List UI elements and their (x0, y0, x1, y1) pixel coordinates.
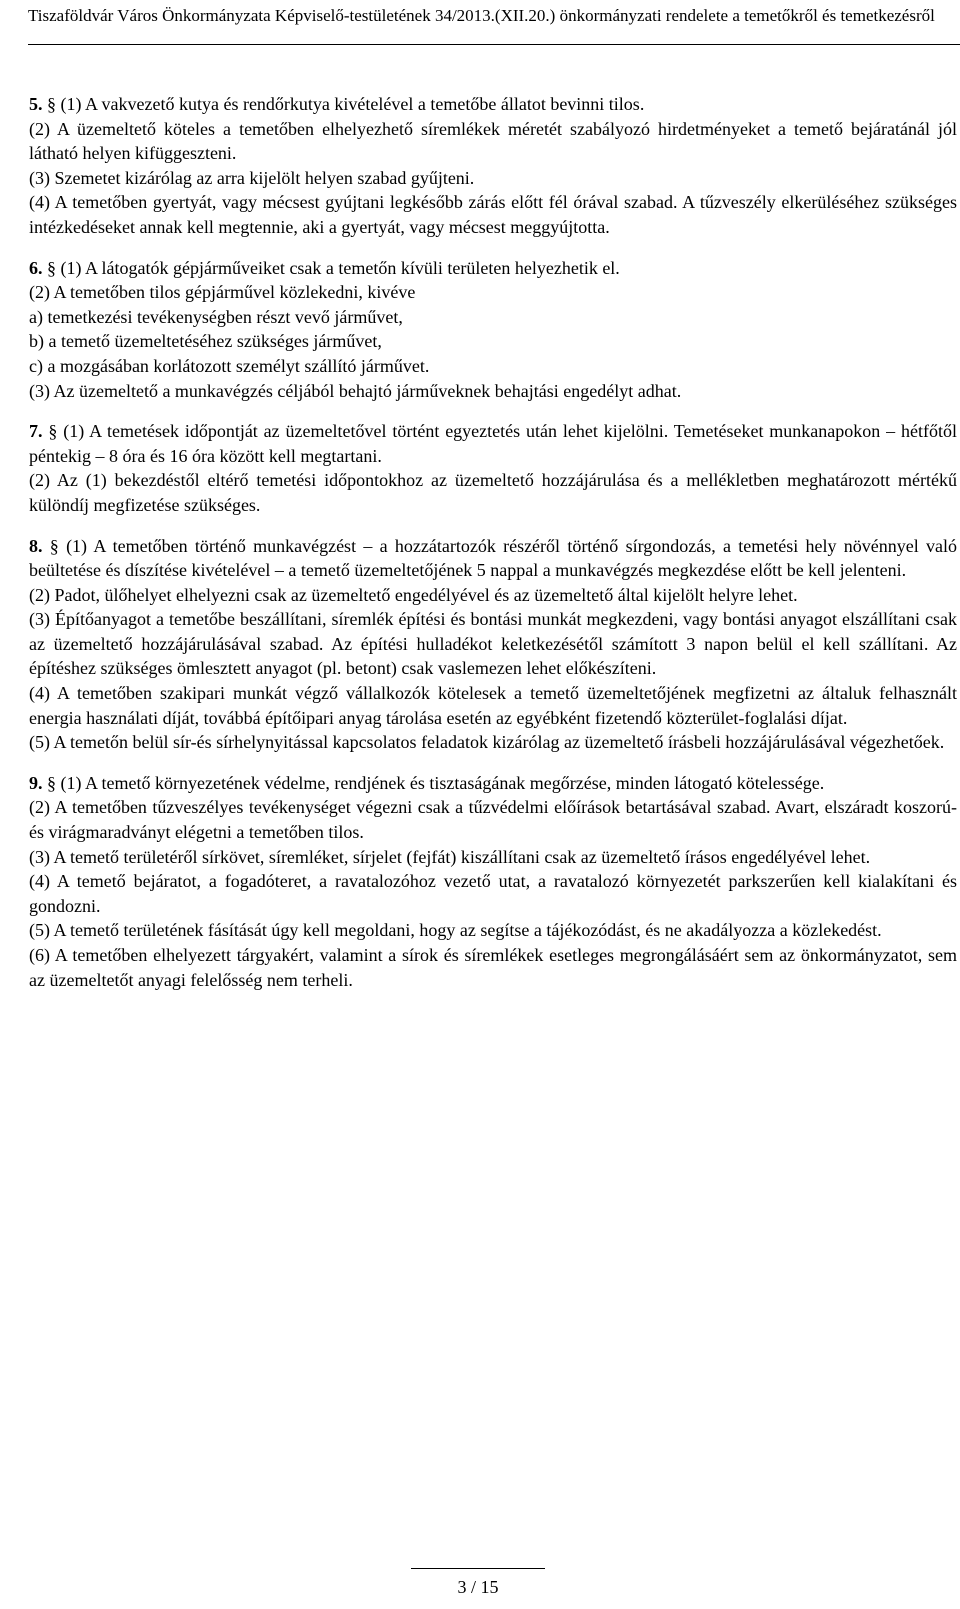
list-item: c) a mozgásában korlátozott személyt szállító járművet. (29, 355, 430, 376)
list-item: b) a temető üzemeltetéséhez szükséges járművet, (29, 331, 382, 352)
paragraph: (3) Az üzemeltető a munkavégzés céljából behajtó járműveknek behajtási engedélyt adhat. (29, 380, 682, 401)
header-divider (28, 44, 960, 45)
section-9 (29, 771, 957, 992)
paragraph: (5) A temetőn belül sír-és sírhelynyitással kapcsolatos feladatok kizárólag az üzemeltető írásbeli hozzájárulásával végezhetőek. (29, 732, 945, 753)
paragraph: (2) A temetőben tilos gépjárművel közlekedni, kivéve (29, 282, 416, 303)
section-number: 8. (29, 535, 43, 556)
paragraph: 6. § (1) A látogatók gépjárműveiket csak a temetőn kívüli területen helyezhetik el. (29, 257, 620, 278)
paragraph: (2) Padot, ülőhelyet elhelyezni csak az üzemeltető engedélyével és az üzemeltető által kijelölt helyre lehet. (29, 584, 798, 605)
section-number: 5. (29, 94, 43, 114)
paragraph: (5) A temető területének fásítását úgy kell megoldani, hogy az segítse a tájékozódást, és ne akadályozza a közlekedést. (29, 920, 882, 941)
paragraph: (6) A temetőben elhelyezett tárgyakért, valamint a sírok és síremlékek esetleges megrongálásáért sem az önkormányzatot, sem az üzemeltetőt anyagi felelősség nem terheli. (29, 945, 957, 990)
paragraph: (4) A temető bejáratot, a fogadóteret, a ravatalozóhoz vezető utat, a ravatalozó környezetét parkszerűen kell kialakítani és gondozni. (29, 871, 957, 916)
running-header (28, 6, 958, 26)
page-number: 3 / 15 (457, 1577, 499, 1597)
paragraph: (2) A üzemeltető köteles a temetőben elhelyezhető síremlékek méretét szabályozó hirdetményeket a temető bejáratánál jól látható helyen kifüggeszteni. (29, 118, 957, 164)
section-sign: § (47, 257, 56, 278)
paragraph: (3) Építőanyagot a temetőbe beszállítani, síremlék építési és bontási munkát megkezdeni, vagy bontási anyagot elszállítani csak az üzemeltető hozzájárulásával szabad. Az építési hulladékot keletkezésétől számított 3 napon belül el kell szállítani. Az építéshez szükséges ömlesztett anyagot (pl. betont) csak vaslemezen lehet előkészíteni. (29, 609, 957, 679)
paragraph: (2) A temetőben tűzveszélyes tevékenységet végezni csak a tűzvédelmi előírások betartásával szabad. Avart, elszáradt koszorú- és virágmaradványt elégetni a temetőben tilos. (29, 797, 957, 843)
paragraph: 9. § (1) A temető környezetének védelme, rendjének és tisztaságának megőrzése, minden látogató kötelessége. (29, 772, 825, 793)
section-sign: § (47, 94, 56, 114)
section-sign: § (47, 772, 56, 793)
paragraph: (3) Szemetet kizárólag az arra kijelölt helyen szabad gyűjteni. (29, 167, 475, 188)
section-5 (29, 92, 957, 240)
paragraph: 7. § (1) A temetések időpontját az üzemeltetővel történt egyeztetés után lehet kijelölni. Temetéseket munkanapokon – hétfőtől péntekig – 8 óra és 16 óra között kell megtartani. (29, 421, 958, 466)
paragraph: 8. § (1) A temetőben történő munkavégzést – a hozzátartozók részéről történő sírgondozás, a temetési hely növénnyel való beültetése és díszítése kivételével – a temető üzemeltetőjének 5 nappal a munkavégzés megkezdése előtt be kell jelenteni. (29, 535, 958, 581)
footer-divider (411, 1568, 545, 1569)
paragraph: (4) A temetőben szakipari munkát végző vállalkozók kötelesek a temető üzemeltetőjének megfizetni az általuk felhasznált energia használati díját, továbbá építőipari anyag tárolása esetén az egyébként fizetendő közterület-foglalási díjat. (29, 683, 957, 728)
header-title: Tiszaföldvár Város Önkormányzata Képviselő-testületének 34/2013.(XII.20.) önkormányzati rendelete a temetőkről és temetkezésről (28, 6, 935, 25)
document-body (29, 92, 957, 1008)
paragraph: (2) Az (1) bekezdéstől eltérő temetési időpontokhoz az üzemeltető hozzájárulása és a mellékletben meghatározott mértékű különdíj megfizetése szükséges. (29, 470, 957, 515)
section-8 (29, 534, 957, 755)
paragraph: (3) A temető területéről sírkövet, síremléket, sírjelet (fejfát) kiszállítani csak az üzemeltető írásos engedélyével lehet. (29, 846, 871, 867)
paragraph: (4) A temetőben gyertyát, vagy mécsest gyújtani legkésőbb zárás előtt fél órával szabad. A tűzveszély elkerüléséhez szükséges intézkedéseket annak kell megtennie, aki a gyertyát, vagy mécsest meggyújtotta. (29, 192, 957, 237)
section-7 (29, 419, 957, 517)
list-item: a) temetkezési tevékenységben részt vevő járművet, (29, 306, 403, 327)
section-number: 7. (29, 421, 43, 442)
section-sign: § (49, 535, 59, 556)
section-number: 9. (29, 772, 43, 793)
paragraph: 5. § (1) A vakvezető kutya és rendőrkutya kivételével a temetőbe állatot bevinni tilos. (29, 94, 645, 114)
section-number: 6. (29, 257, 43, 278)
section-6 (29, 256, 957, 404)
section-sign: § (48, 421, 58, 442)
